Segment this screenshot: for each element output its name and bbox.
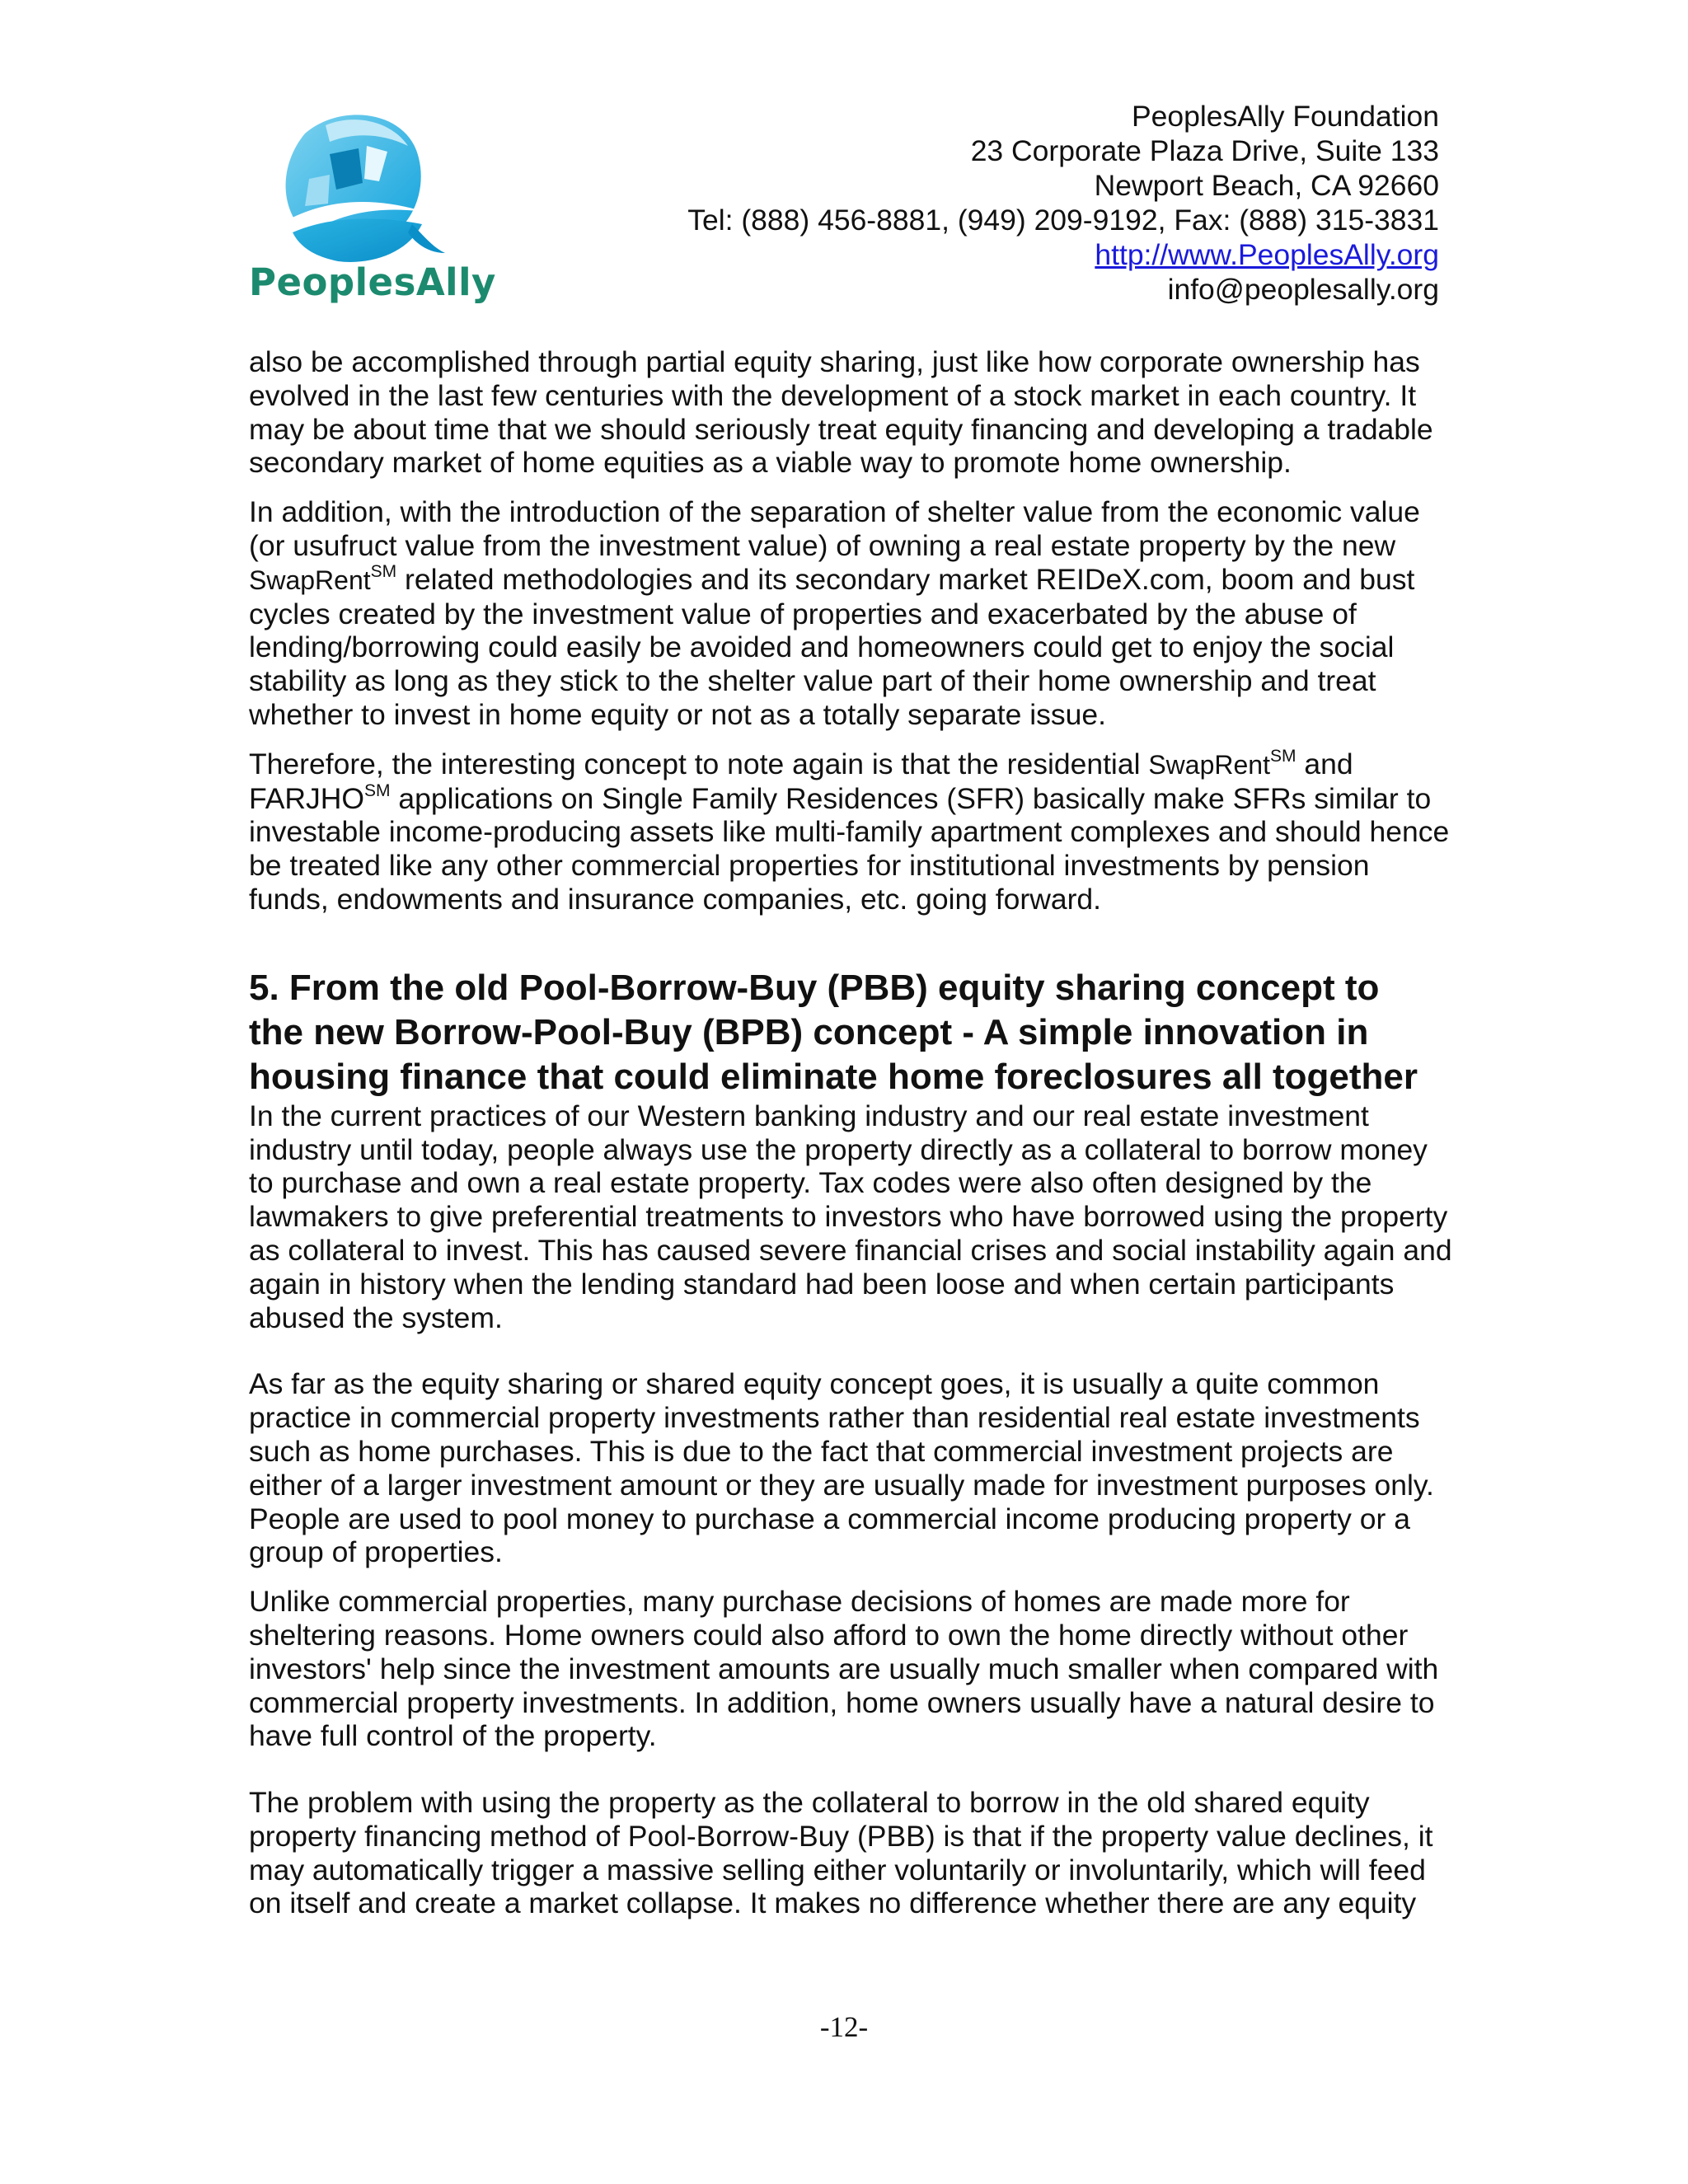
paragraph-2 — [249, 495, 1452, 732]
address-line-2: Newport Beach, CA 92660 — [1094, 169, 1439, 202]
paragraph-3-text-b: and FARJHO — [249, 747, 1353, 815]
paragraph-1: also be accomplished through partial equity sharing, just like how corporate ownership has evolved in the last few centuries with the development of a stock market in each country. It may be about time that we should seriously treat equity financing and developing a tradable secondary market of home equities as a viable way to promote home ownership. — [249, 345, 1433, 480]
org-name: PeoplesAlly Foundation — [1132, 100, 1439, 133]
paragraph-2-text-b: related methodologies and its secondary market REIDeX.com, boom and bust cycles created by the investment value of properties and exacerbated by the abuse of lending/borrowing could easily be avoided and homeowners could get to enjoy the social stability as long as they stick to the shelter value part of their home ownership and treat whether to invest in home equity or not as a totally separate issue. — [249, 562, 1415, 731]
paragraph-7: The problem with using the property as the collateral to borrow in the old shared equity property financing method of Pool-Borrow-Buy (PBB) is that if the property value declines, it may automatically trigger a massive selling either voluntarily or involuntarily, which will feed on itself and create a market collapse. It makes no difference whether there are any equity — [249, 1786, 1433, 1920]
service-mark: SM — [364, 780, 391, 800]
body-content — [249, 345, 1452, 1936]
paragraph-2-text-a: In addition, with the introduction of the separation of shelter value from the economic value (or usufruct value from the investment value) of owning a real estate property by the new — [249, 495, 1420, 562]
paragraph-4: In the current practices of our Western banking industry and our real estate investment industry until today, people always use the property directly as a collateral to borrow money to purchase and own a real estate property. Tax codes were also often designed by the lawmakers to give preferential treatments to investors who have borrowed using the property as collateral to invest. This has caused severe financial crises and social instability again and again in history when the lending standard had been loose and when certain participants abused the system. — [249, 1099, 1452, 1334]
paragraph-5: As far as the equity sharing or shared equity concept goes, it is usually a quite common practice in commercial property investments rather than residential real estate investments such as home purchases. This is due to the fact that commercial investment projects are either of a larger investment amount or they are usually made for investment purposes only. People are used to pool money to purchase a commercial income producing property or a group of properties. — [249, 1367, 1434, 1569]
paragraph-3-text-a: Therefore, the interesting concept to note again is that the residential — [249, 747, 1149, 780]
swaprent-term: SwapRent — [1148, 749, 1270, 780]
website-link[interactable]: http://www.PeoplesAlly.org — [1095, 238, 1439, 271]
paragraph-6: Unlike commercial properties, many purchase decisions of homes are made more for sheltering reasons. Home owners could also afford to own the home directly without other investors' help since the investment amounts are usually much smaller when compared with commercial property investments. In addition, home owners usually have a natural desire to have full control of the property. — [249, 1585, 1439, 1753]
service-mark: SM — [1269, 746, 1296, 766]
page-number: -12- — [819, 2011, 869, 2043]
section-heading: 5. From the old Pool-Borrow-Buy (PBB) equity sharing concept to the new Borrow-Pool-Buy (BPB) concept - A simple innovation in housing finance that could eliminate home foreclosures all together — [249, 967, 1418, 1097]
swaprent-term: SwapRent — [249, 565, 371, 595]
paragraph-3 — [249, 748, 1452, 916]
service-mark: SM — [370, 561, 397, 581]
globe-logo-icon — [247, 101, 470, 265]
logo-wordmark: PeoplesAlly — [249, 260, 496, 304]
org-contact-block — [687, 99, 1439, 307]
address-line-1: 23 Corporate Plaza Drive, Suite 133 — [970, 134, 1439, 167]
paragraph-3-text-c: applications on Single Family Residences (SFR) basically make SFRs similar to investable income-producing assets like multi-family apartment complexes and should hence be treated like any other commercial properties for institutional investments by pension funds, endowments and insurance companies, etc. going forward. — [249, 781, 1450, 916]
phone-fax: Tel: (888) 456-8881, (949) 209-9192, Fax: (888) 315-3831 — [687, 204, 1439, 237]
email-address: info@peoplesally.org — [1167, 273, 1439, 306]
